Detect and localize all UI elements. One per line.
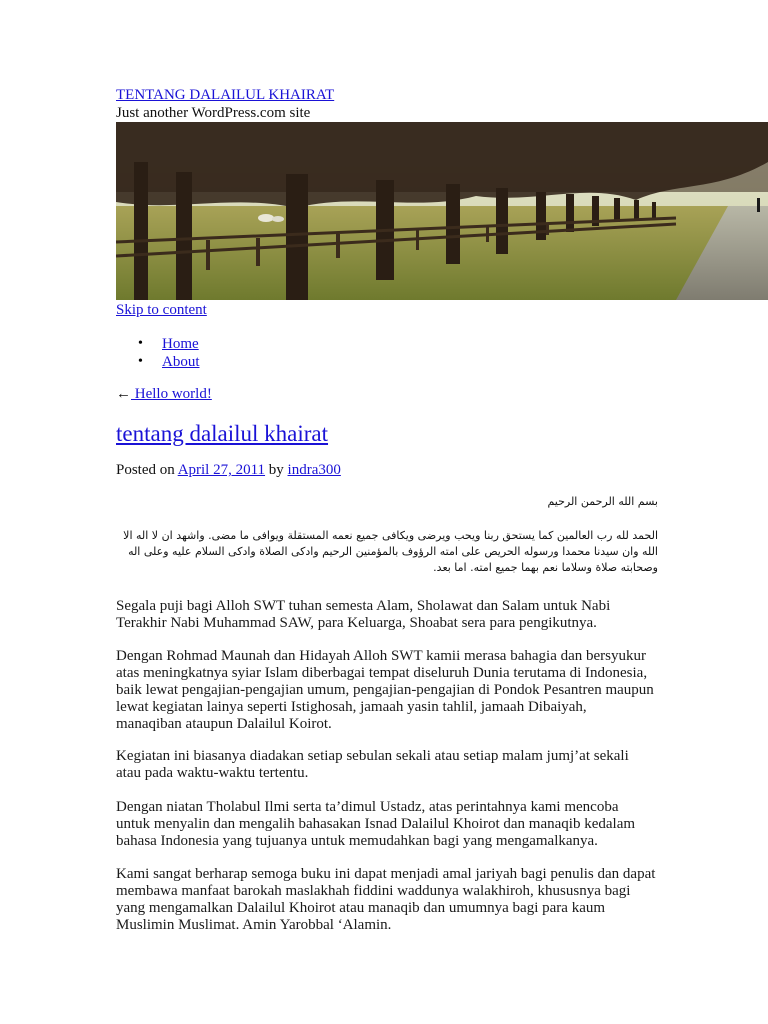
body-paragraph: Kegiatan ini biasanya diadakan setiap sebulan sekali atau setiap malam jumj’at sekali atau pada waktu-waktu tertentu.: [116, 748, 629, 781]
site-title[interactable]: TENTANG DALAILUL KHAIRAT: [116, 87, 335, 103]
skip-to-content-link[interactable]: Skip to content: [116, 302, 207, 318]
post-date-link[interactable]: April 27, 2011: [177, 462, 266, 478]
posted-on-label: Posted on: [116, 462, 178, 478]
body-paragraph: Dengan niatan Tholabul Ilmi serta ta’dimul Ustadz, atas perintahnya kami mencoba untuk menyalin dan mengalih bahasakan Isnad Dalailul Khoirot dan manaqib kedalam bahasa Indonesia yang tujuanya untuk memudahkan bagi yang mengamalkanya.: [116, 799, 636, 849]
body-paragraph: Segala puji bagi Alloh SWT tuhan semesta Alam, Sholawat dan Salam untuk Nabi Terakhir Nabi Muhammad SAW, para Keluarga, Shoabat sera para pengikutnya.: [116, 598, 611, 631]
previous-post-link[interactable]: Hello world!: [131, 386, 212, 402]
menu-link-home[interactable]: Home: [162, 336, 199, 352]
site-description: Just another WordPress.com site: [116, 105, 311, 121]
by-label: by: [265, 462, 288, 478]
basmala-text: بسم الله الرحمن الرحيم: [547, 495, 658, 508]
author-link[interactable]: indra300: [287, 462, 341, 478]
menu-item-home: [136, 335, 200, 353]
left-arrow-icon: ←: [116, 386, 131, 402]
main-menu: [136, 335, 200, 371]
body-paragraph: Kami sangat berharap semoga buku ini dapat menjadi amal jariyah bagi penulis dan dapat membawa manfaat barokah maslakhah fiddini waddunya walakhiroh, khususnya bagi yang mengamalkan Dalailul Khoirot atau manaqib dan umumnya bagi para kaum Muslimin Muslimat. Amin Yarobbal ‘Alamin.: [116, 866, 656, 933]
post-title-link[interactable]: tentang dalailul khairat: [116, 421, 329, 446]
post-title: [116, 420, 328, 448]
post-meta: [116, 461, 341, 479]
menu-link-about[interactable]: About: [162, 354, 200, 370]
previous-post-nav: [116, 385, 212, 403]
menu-item-about: [136, 353, 200, 371]
arabic-paragraph: الحمد لله رب العالمين كما يستحق ربنا ويحب ويرضى ويكافى جميع نعمه المستقلة ويوافى ما مضى. واشهد ان لا اله الا الله وان سيدنا محمدا ورسوله الحريص على امته الرؤوف بالمؤمنين الرحيم وادكى الصلاة وادكى السلام عليه وعلى اله وصحابته صلاة وسلاما نعم بهما جميع امته. اما بعد.: [123, 529, 658, 574]
header-image: [116, 122, 768, 300]
body-paragraph: Dengan Rohmad Maunah dan Hidayah Alloh SWT kamii merasa bahagia dan bersyukur atas meningkatnya syiar Islam diberbagai tempat diseluruh Dunia terutama di Indonesia, baik lewat pengajian-pengajian umum, pengajian-pengajian di Pondok Pesantren maupun lewat kegiatan lainya seperti Istighosah, jamaah yasin tahlil, jamaah Dibaiyah, manaqiban ataupun Dalailul Koirot.: [116, 648, 654, 732]
